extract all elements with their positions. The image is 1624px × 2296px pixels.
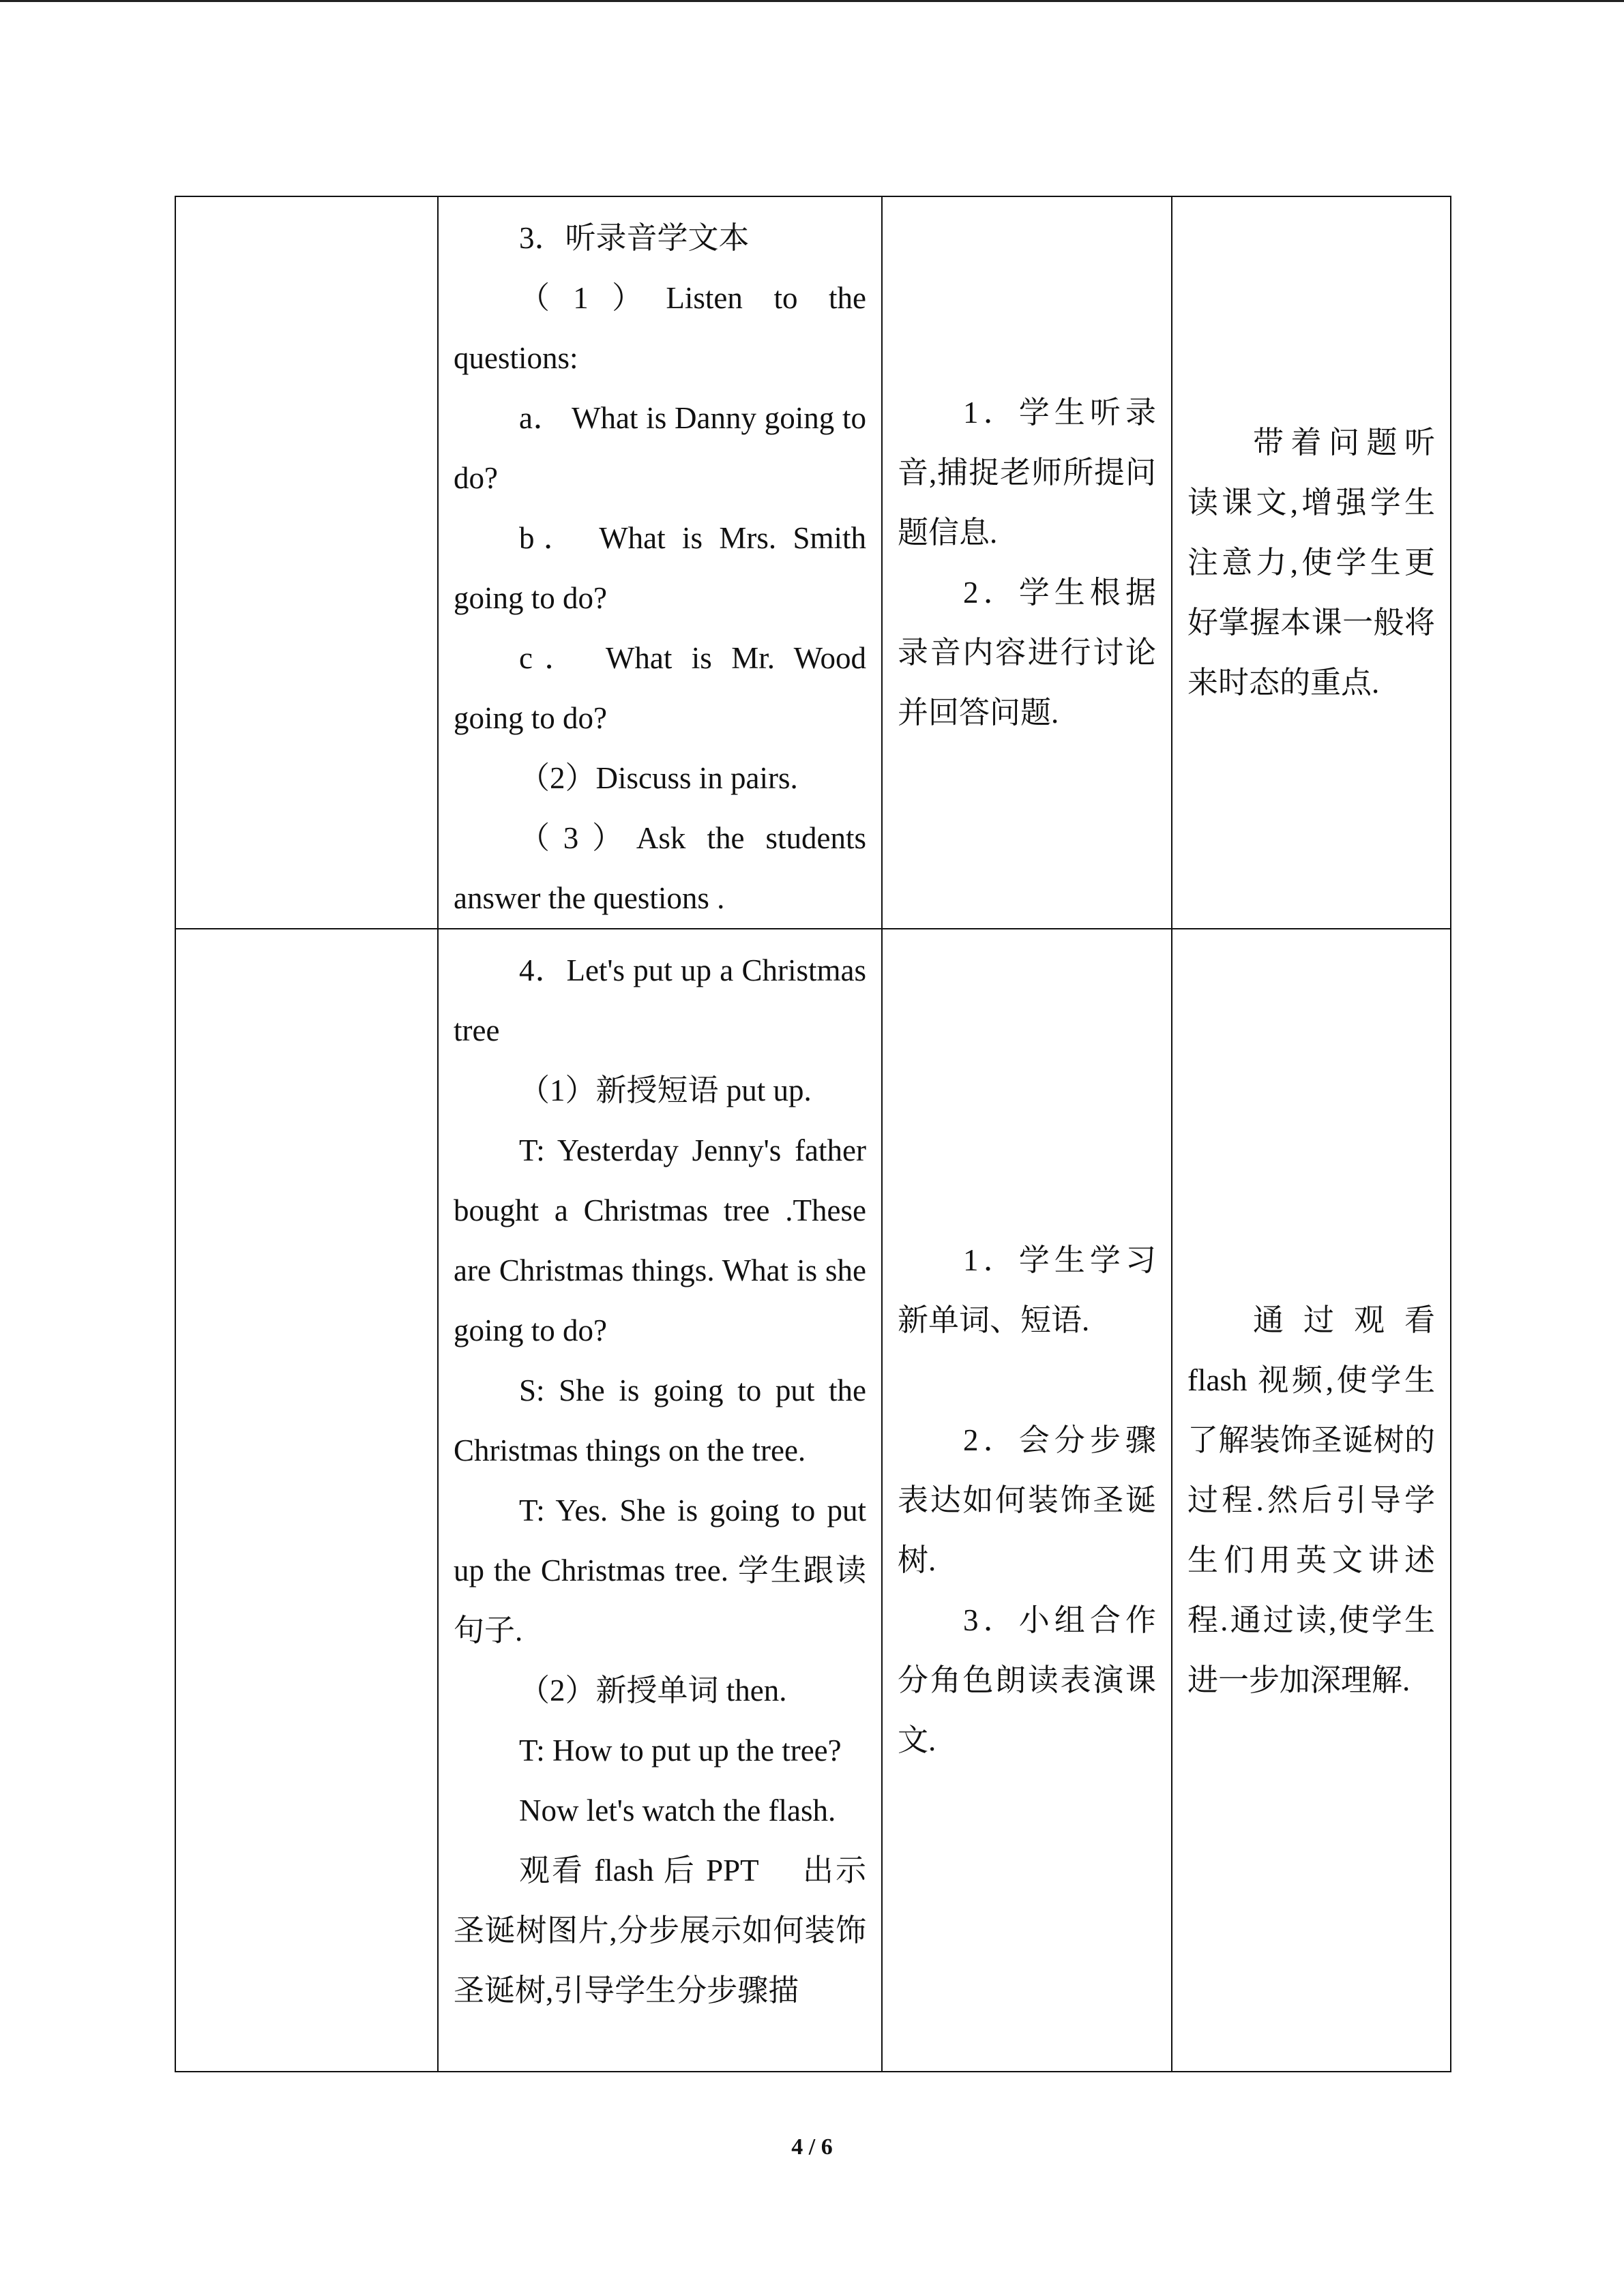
- process-line: Now let's watch the flash.: [519, 1793, 836, 1828]
- process-question: c． What is Mr. Wood going to do?: [454, 641, 866, 735]
- design-purpose-cell: [1172, 196, 1451, 929]
- process-line: T: How to put up the tree?: [519, 1733, 842, 1768]
- process-question: b． What is Mrs. Smith going to do?: [454, 521, 866, 615]
- process-line: （2）Discuss in pairs.: [519, 761, 798, 795]
- process-line: T: Yesterday Jenny's father bought a Christmas tree .These are Christmas things. What is she going to do?: [454, 1133, 866, 1347]
- student-activity-line: 3．小组合作分角色朗读表演课文.: [898, 1603, 1156, 1757]
- table-row: [175, 929, 1451, 2072]
- stage-cell: [175, 929, 438, 2072]
- teaching-process-cell: [438, 196, 882, 929]
- student-activity-line: 1．学生学习新单词、短语.: [898, 1243, 1156, 1337]
- process-line: （2）新授单词 then.: [519, 1673, 787, 1708]
- teaching-process-cell: [438, 929, 882, 2072]
- process-question: a． What is Danny going to do?: [454, 401, 866, 495]
- page-number: 4 / 6: [791, 2134, 833, 2160]
- stage-cell: [175, 196, 438, 929]
- student-activity-cell: [882, 196, 1172, 929]
- process-step-heading: 4．Let's put up a Christmas tree: [454, 953, 866, 1047]
- design-purpose-text: 带着问题听读课文,增强学生注意力,使学生更好掌握本课一般将来时态的重点.: [1187, 426, 1435, 700]
- process-line: S: She is going to put the Christmas things on the tree.: [454, 1373, 866, 1467]
- process-line: （1）新授短语 put up.: [519, 1073, 812, 1107]
- table-row: [175, 196, 1451, 929]
- student-activity-line: 1．学生听录音,捕捉老师所提问题信息.: [898, 396, 1156, 550]
- process-step-heading: 3．听录音学文本: [519, 221, 750, 255]
- design-purpose-text: 通过观看 flash 视频,使学生了解装饰圣诞树的过程.然后引导学生们用英文讲述程.通过读,使学生进一步加深理解.: [1187, 1303, 1435, 1697]
- page-top-rule: [0, 0, 1624, 2]
- process-line: （1）Listen to the questions:: [454, 281, 866, 375]
- design-purpose-cell: [1172, 929, 1451, 2072]
- student-activity-line: 2．学生根据录音内容进行讨论并回答问题.: [898, 576, 1156, 730]
- lesson-plan-table: [175, 196, 1451, 2072]
- student-activity-cell: [882, 929, 1172, 2072]
- process-line: T: Yes. She is going to put up the Christmas tree. 学生跟读句子.: [454, 1493, 866, 1648]
- process-line: （3）Ask the students answer the questions .: [454, 821, 866, 915]
- process-line: 观看 flash 后 PPT 出示圣诞树图片,分步展示如何装饰圣诞树,引导学生分步骤描: [454, 1853, 866, 2008]
- student-activity-spacer: [898, 1350, 1156, 1410]
- student-activity-line: 2．会分步骤表达如何装饰圣诞树.: [898, 1423, 1156, 1577]
